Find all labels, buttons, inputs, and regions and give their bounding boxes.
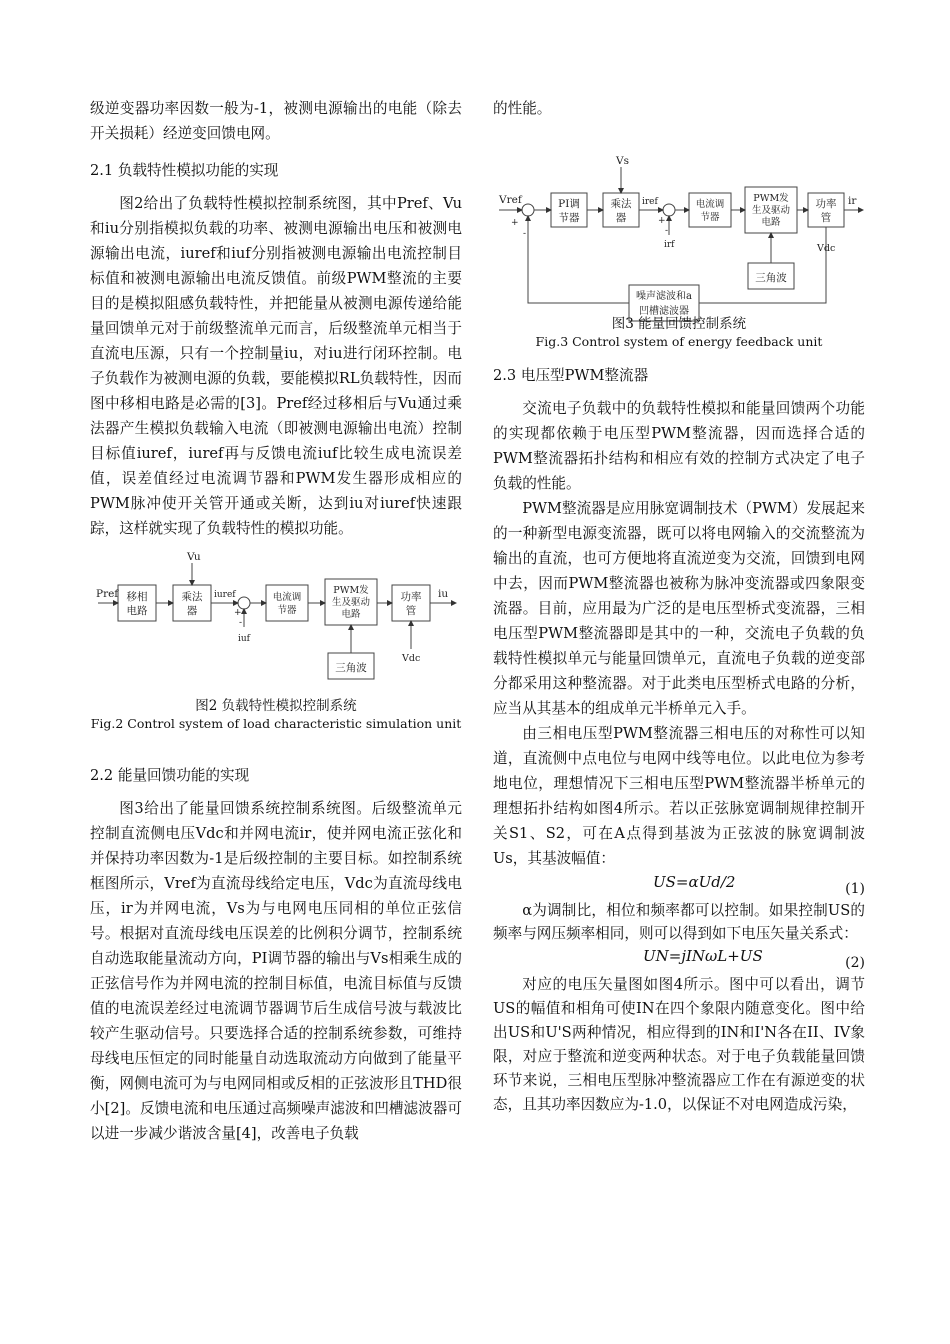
cur-text-2: 节器 xyxy=(277,605,297,616)
paragraph-2-2: 图3给出了能量回馈系统控制系统图。后级整流单元控制直流侧电压Vdc和并网电流ir，使并网电流正弦化和并保持功率因数为-1是后级控制的主要目标。如控制系统框图所示，Vref为直流母线给定电压，Vdc为直流母线电压，ir为并网电流，Vs为与电网电压同相的单位正弦信号。根据对直流母线电压误差的比例积分调节，控制系统自动选取能量流动方向，PI调节器的输出与Vs相乘生成的正弦信号作为并网电流的控制目标值，电流目标值与反馈值的电流误差经过电流调节器调节后生成信号波与载波比较产生驱动信号。只要选择合适的控制系统参数，可维持母线电压恒定的同时能量自动选取流动方向做到了能量平衡，网侧电流可为与电网同相或反相的正弦波形且THD很小[2]。反馈电流和电压通过高频噪声滤波和凹槽滤波器可以进一步减少谐波含量[4]，改善电子负载 xyxy=(90,800,462,1142)
label-iref: iref xyxy=(642,197,658,207)
pwm-text-3: 电路 xyxy=(341,609,361,620)
summing-junction-1 xyxy=(522,204,534,216)
summing-junction-2 xyxy=(663,204,675,216)
figure-2 xyxy=(90,549,462,733)
section-heading-2-2: 2.2 能量回馈功能的实现 xyxy=(90,767,250,784)
label-iuref: iuref xyxy=(214,590,236,600)
pwm-text-1: PWM发 xyxy=(753,193,789,204)
paragraph-2-3-a: 交流电子负载中的负载特性模拟和能量回馈两个功能的实现都依赖于电压型PWM整流器，因而选择合适的PWM整流器拓扑结构和相应有效的控制方式决定了电子负载的性能。 xyxy=(493,400,865,492)
label-irf: irf xyxy=(664,240,675,250)
label-minus: - xyxy=(239,618,243,628)
filter-text-2: 凹槽滤波器 xyxy=(639,306,689,317)
figure-2-caption-en: Fig.2 Control system of load characteristic simulation unit xyxy=(90,716,462,731)
power-text-2: 管 xyxy=(405,605,417,617)
equation-2 xyxy=(493,945,865,973)
tri-text: 三角波 xyxy=(755,272,787,284)
pwm-text-3: 电路 xyxy=(761,217,781,228)
mult-text-2: 器 xyxy=(186,605,198,617)
pwm-text-2: 生及驱动 xyxy=(751,205,791,216)
pi-text-2: 节器 xyxy=(558,212,580,224)
tri-text: 三角波 xyxy=(335,662,367,674)
cur-text-2: 节器 xyxy=(700,212,720,223)
label-vu: Vu xyxy=(187,551,201,563)
paragraph-continued: 的性能。 xyxy=(493,100,552,117)
figure-2-diagram xyxy=(90,549,462,687)
label-vdc: Vdc xyxy=(402,653,421,664)
equation-2-number: (2) xyxy=(845,955,865,971)
power-text-1: 功率 xyxy=(815,198,837,210)
paragraph-intro: 级逆变器功率因数一般为-1，被测电源输出的电能（除去开关损耗）经逆变回馈电网。 xyxy=(90,100,462,142)
pwm-text-2: 生及驱动 xyxy=(331,597,371,608)
label-minus-1: - xyxy=(523,229,527,239)
figure-2-caption-cn: 图2 负载特性模拟控制系统 xyxy=(195,698,357,714)
paragraph-2-3-c: 由三相电压型PWM整流器三相电压的对称性可以知道，直流侧中点电位与电网中线等电位。以此电位为参考地电位，理想情况下三相电压型PWM整流器半桥单元的理想拓扑结构如图4所示。若以正弦脉宽调制规律控制开关S1、S2，可在A点得到基波为正弦波的脉宽调制波Us，其基波幅值： xyxy=(493,725,865,867)
label-plus-2: + xyxy=(658,216,666,226)
shift-text-1: 移相 xyxy=(126,591,148,603)
equation-1-formula: US=αUd/2 xyxy=(653,873,736,891)
right-column xyxy=(493,96,865,1117)
paragraph-2-3-e: 对应的电压矢量图如图4所示。图中可以看出，调节US的幅值和相角可使IN在四个象限内随意变化。图中给出US和U'S两种情况，相应得到的IN和I'N各在II、IV象限，对应于整流和逆变两种状态。对于电子负载能量回馈环节来说，三相电压型脉冲整流器应工作在有源逆变的状态，且其功率因数应为-1.0，以保证不对电网造成污染， xyxy=(493,976,865,1113)
cur-text-1: 电流调 xyxy=(695,199,725,210)
filter-text-1: 噪声滤波和a xyxy=(636,291,692,302)
shift-text-2: 电路 xyxy=(126,605,148,617)
figure-3-caption-cn: 图3 能量回馈控制系统 xyxy=(611,316,747,332)
label-pref: Pref xyxy=(96,588,119,600)
mult-text-1: 乘法 xyxy=(181,591,203,603)
pwm-text-1: PWM发 xyxy=(333,585,369,596)
label-plus: + xyxy=(234,608,242,618)
equation-2-formula: UN=jINωL+US xyxy=(643,947,763,965)
paragraph-2-3-d: α为调制比，相位和频率都可以控制。如果控制US的频率与网压频率相同，则可以得到如下电压矢量关系式： xyxy=(493,902,865,942)
figure-3-caption-en: Fig.3 Control system of energy feedback unit xyxy=(535,334,823,349)
mult-text-2: 器 xyxy=(615,212,627,224)
left-column xyxy=(90,96,462,1146)
label-vdc: Vdc xyxy=(817,243,836,254)
equation-1-number: (1) xyxy=(845,881,865,897)
paragraph-2-3-b: PWM整流器是应用脉宽调制技术（PWM）发展起来的一种新型电源变流器，既可以将电网输入的交流整流为输出的直流，也可方便地将直流逆变为交流，回馈到电网中去，因而PWM整流器也被称为脉冲变流器或四象限变流器。目前，应用最为广泛的是电压型桥式变流器，三相电压型PWM整流器即是其中的一种，交流电子负载的负载特性模拟单元与能量回馈单元，直流电子负载的逆变部分都采用这种整流器。对于此类电压型桥式电路的分析，应当从其基本的组成单元半桥单元入手。 xyxy=(493,500,865,717)
power-text-1: 功率 xyxy=(400,591,422,603)
section-heading-2-1: 2.1 负载特性模拟功能的实现 xyxy=(90,162,279,179)
section-heading-2-3: 2.3 电压型PWM整流器 xyxy=(493,367,649,384)
equation-1 xyxy=(493,871,865,899)
label-iuf: iuf xyxy=(238,634,251,644)
power-text-2: 管 xyxy=(820,212,832,224)
label-vref: Vref xyxy=(499,194,522,206)
label-iu: iu xyxy=(438,588,449,600)
pi-text-1: PI调 xyxy=(558,198,580,210)
label-ir: ir xyxy=(848,195,857,207)
paragraph-2-1: 图2给出了负载特性模拟控制系统图，其中Pref、Vu和iu分别指模拟负载的功率、被测电源输出电压和被测电源输出电流，iuref和iuf分别指被测电源输出电流控制目标值和被测电源输出电流反馈值。前级PWM整流的主要目的是模拟阻感负载特性，并把能量从被测电源传递给能量回馈单元对于前级整流单元而言，后级整流单元相当于直流电压源，只有一个控制量iu，对iu进行闭环控制。电子负载作为被测电源的负载，要能模拟RL负载特性，因而图中移相电路是必需的[3]。Pref经过移相后与Vu通过乘法器产生模拟负载输入电流（即被测电源输出电流）控制目标值iuref，iuref再与反馈电流iuf比较生成电流误差值，误差值经过电流调节器和PWM发生器形成相应的PWM脉冲使开关管开通或关断，达到iu对iuref快速跟踪，这样就实现了负载特性的模拟功能。 xyxy=(90,195,462,537)
figure-3-diagram xyxy=(493,125,865,317)
label-minus-2: - xyxy=(665,226,669,236)
cur-text-1: 电流调 xyxy=(272,592,302,603)
label-vs: Vs xyxy=(616,155,629,167)
figure-3 xyxy=(493,125,865,351)
mult-text-1: 乘法 xyxy=(610,198,632,210)
label-plus-1: + xyxy=(511,218,519,228)
